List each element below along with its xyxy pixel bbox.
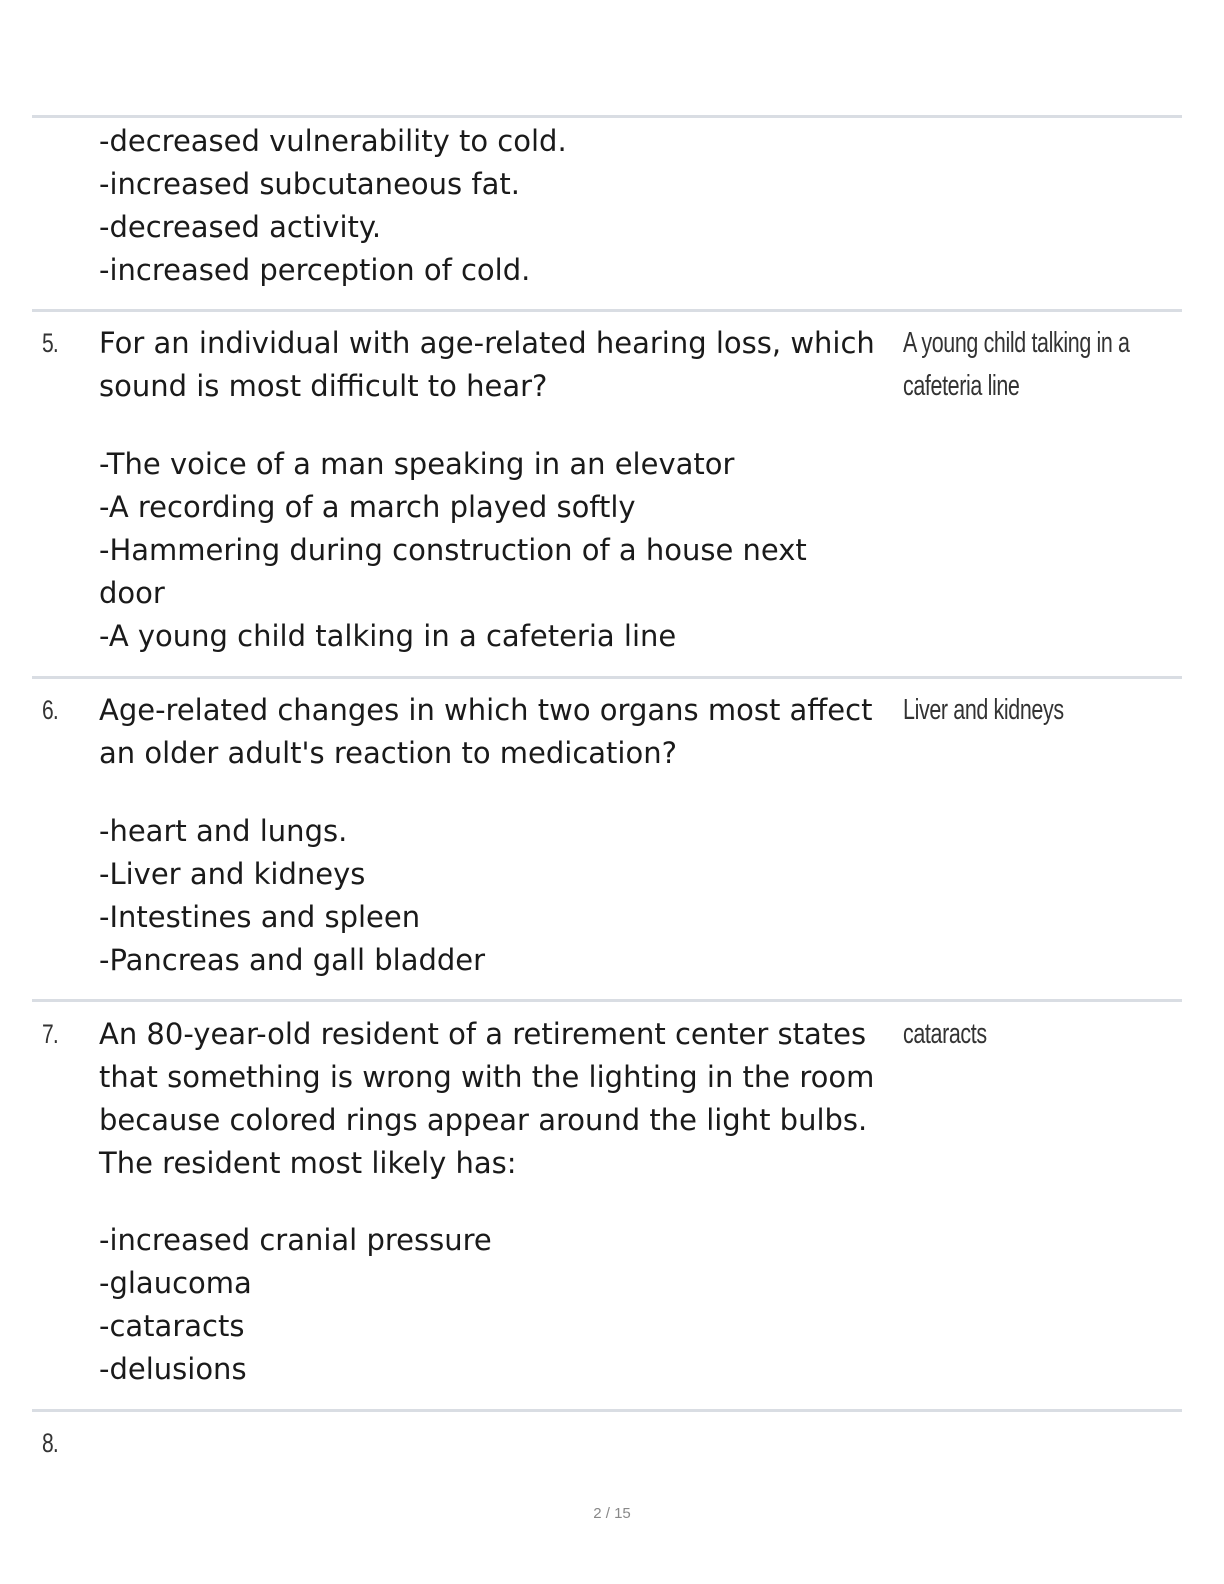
card-5-question: For an individual with age-related hearing loss, which sound is most difficult to hear? [99,326,875,403]
page-number: 2 / 15 [593,1505,631,1522]
card-8-number: 8. [42,1428,59,1458]
card-7-number: 7. [42,1019,59,1049]
option: -cataracts [99,1309,245,1343]
option: -Liver and kidneys [99,857,366,891]
card-7-question: An 80-year-old resident of a retirement center states that something is wrong with the lighting in the room because colored rings appear around the light bulbs. The resident most likely has: [99,1017,875,1180]
card-5-options [99,443,889,658]
option: -Pancreas and gall bladder [99,943,486,977]
option: -heart and lungs. [99,814,348,848]
option: -delusions [99,1352,247,1386]
card-6-options [99,810,889,982]
card-divider [32,999,1182,1002]
option: -A young child talking in a cafeteria line [99,619,677,653]
card-6-number: 6. [42,695,59,725]
card-6-answer: Liver and kidneys [903,694,1064,726]
card-7-options [99,1219,889,1391]
card-divider [32,676,1182,679]
card-5-number: 5. [42,328,59,358]
option: -A recording of a march played softly [99,490,636,524]
card-4-options [99,120,889,292]
option: -increased cranial pressure [99,1223,492,1257]
option: -decreased activity. [99,210,382,244]
option: -Intestines and spleen [99,900,421,934]
card-divider [32,1409,1182,1412]
option: -decreased vulnerability to cold. [99,124,567,158]
option: -Hammering during construction of a house next door [99,533,807,610]
card-7-answer: cataracts [903,1018,987,1050]
card-6-question: Age-related changes in which two organs most affect an older adult's reaction to medication? [99,693,873,770]
card-5-answer: A young child talking in a cafeteria line [903,327,1130,402]
option: -glaucoma [99,1266,252,1300]
card-divider [32,115,1182,118]
card-divider [32,309,1182,312]
option: -increased subcutaneous fat. [99,167,520,201]
option: -The voice of a man speaking in an elevator [99,447,735,481]
option: -increased perception of cold. [99,253,531,287]
